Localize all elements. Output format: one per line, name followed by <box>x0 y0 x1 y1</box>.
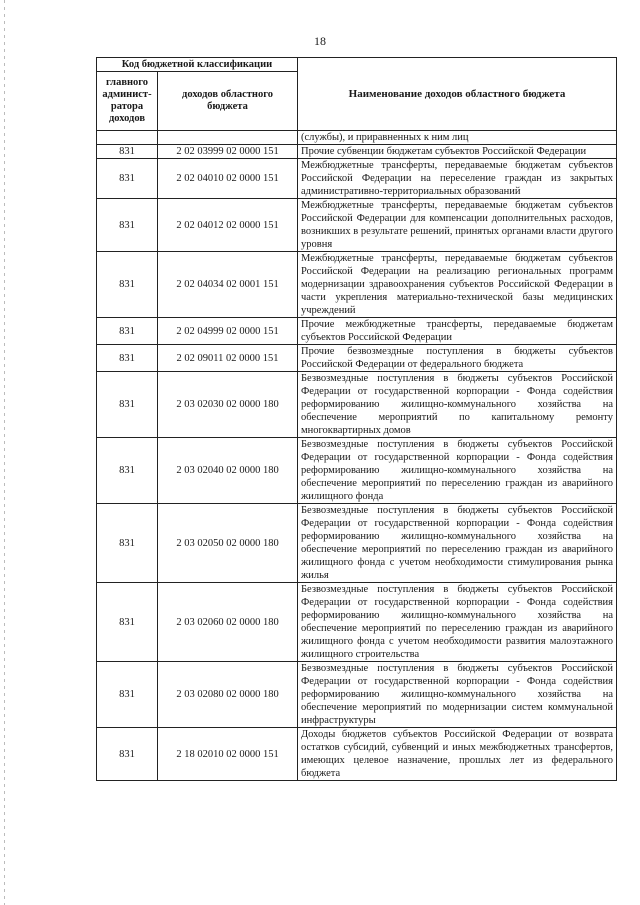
table-row-continuation <box>97 131 617 145</box>
classification-code-cell: 2 02 04999 02 0000 151 <box>158 318 298 345</box>
admin-code-cell: 831 <box>97 583 158 662</box>
income-name-cell: Безвозмездные поступления в бюджеты субъектов Российской Федерации от государственной корпорации - Фонда содействия реформированию жилищно-коммунального хозяйства на обеспечение мероприятий по переселению граждан из аварийного жилищного фонда <box>298 438 617 504</box>
scan-edge-mark <box>4 0 5 905</box>
income-name-cell: Прочие межбюджетные трансферты, передаваемые бюджетам субъектов Российской Федерации <box>298 318 617 345</box>
income-name-cell: Безвозмездные поступления в бюджеты субъектов Российской Федерации от государственной корпорации - Фонда содействия реформированию жилищно-коммунального хозяйства на обеспечение мероприятий по переселению граждан из аварийного жилищного фонда с учетом необходимости развития малоэтажного жилищного строительства <box>298 583 617 662</box>
table-row <box>97 728 617 781</box>
admin-code-cell: 831 <box>97 199 158 252</box>
table-row <box>97 252 617 318</box>
table-row <box>97 583 617 662</box>
table-row <box>97 159 617 199</box>
table-row <box>97 199 617 252</box>
admin-code-cell: 831 <box>97 372 158 438</box>
admin-code-cell: 831 <box>97 252 158 318</box>
budget-classification-table <box>96 57 617 781</box>
code-cell <box>158 131 298 145</box>
admin-code-cell: 831 <box>97 504 158 583</box>
name-cell: (службы), и приравненных к ним лиц <box>298 131 617 145</box>
classification-code-cell: 2 02 09011 02 0000 151 <box>158 345 298 372</box>
income-name-cell: Доходы бюджетов субъектов Российской Федерации от возврата остатков субсидий, субвенций и иных межбюджетных трансфертов, имеющих целевое назначение, прошлых лет из федерального бюджета <box>298 728 617 781</box>
admin-code-cell: 831 <box>97 159 158 199</box>
income-name-cell: Безвозмездные поступления в бюджеты субъектов Российской Федерации от государственной корпорации - Фонда содействия реформированию жилищно-коммунального хозяйства на обеспечение мероприятий по капитальному ремонту многоквартирных домов <box>298 372 617 438</box>
table-row <box>97 372 617 438</box>
admin-code-cell: 831 <box>97 662 158 728</box>
table-row <box>97 345 617 372</box>
table-row <box>97 145 617 159</box>
admin-code-cell: 831 <box>97 318 158 345</box>
table-row <box>97 438 617 504</box>
admin-cell <box>97 131 158 145</box>
admin-code-cell: 831 <box>97 728 158 781</box>
classification-code-cell: 2 03 02050 02 0000 180 <box>158 504 298 583</box>
classification-code-cell: 2 03 02060 02 0000 180 <box>158 583 298 662</box>
income-name-cell: Прочие безвозмездные поступления в бюджеты субъектов Российской Федерации от федерального бюджета <box>298 345 617 372</box>
classification-code-cell: 2 03 02080 02 0000 180 <box>158 662 298 728</box>
table-row <box>97 504 617 583</box>
income-name-cell: Безвозмездные поступления в бюджеты субъектов Российской Федерации от государственной корпорации - Фонда содействия реформированию жилищно-коммунального хозяйства на обеспечение мероприятий по модернизации систем коммунальной инфраструктуры <box>298 662 617 728</box>
table-row <box>97 662 617 728</box>
income-name-cell: Межбюджетные трансферты, передаваемые бюджетам субъектов Российской Федерации для компенсации дополнительных расходов, возникших в результате решений, принятых органами власти другого уровня <box>298 199 617 252</box>
classification-code-cell: 2 02 04010 02 0000 151 <box>158 159 298 199</box>
page-number: 18 <box>314 34 326 48</box>
income-name-cell: Прочие субвенции бюджетам субъектов Российской Федерации <box>298 145 617 159</box>
header-classification-code: Код бюджетной классификации <box>97 58 298 72</box>
income-name-cell: Межбюджетные трансферты, передаваемые бюджетам субъектов Российской Федерации на реализацию региональных программ модернизации здравоохранения субъектов Российской Федерации в части укрепления материально-технической базы медицинских учреждений <box>298 252 617 318</box>
classification-code-cell: 2 02 04034 02 0001 151 <box>158 252 298 318</box>
income-name-cell: Безвозмездные поступления в бюджеты субъектов Российской Федерации от государственной корпорации - Фонда содействия реформированию жилищно-коммунального хозяйства на обеспечение мероприятий по переселению граждан из аварийного жилищного фонда с учетом необходимости стимулирования рынка жилья <box>298 504 617 583</box>
admin-code-cell: 831 <box>97 345 158 372</box>
admin-code-cell: 831 <box>97 145 158 159</box>
classification-code-cell: 2 03 02030 02 0000 180 <box>158 372 298 438</box>
admin-code-cell: 831 <box>97 438 158 504</box>
classification-code-cell: 2 02 03999 02 0000 151 <box>158 145 298 159</box>
classification-code-cell: 2 03 02040 02 0000 180 <box>158 438 298 504</box>
classification-code-cell: 2 02 04012 02 0000 151 <box>158 199 298 252</box>
header-income-name: Наименование доходов областного бюджета <box>298 58 617 131</box>
classification-code-cell: 2 18 02010 02 0000 151 <box>158 728 298 781</box>
income-name-cell: Межбюджетные трансферты, передаваемые бюджетам субъектов Российской Федерации на переселение граждан из закрытых административно-территориальных образований <box>298 159 617 199</box>
table-row <box>97 318 617 345</box>
header-chief-administrator: главного админист-ратора доходов <box>97 72 158 131</box>
header-regional-income: доходов областного бюджета <box>158 72 298 131</box>
